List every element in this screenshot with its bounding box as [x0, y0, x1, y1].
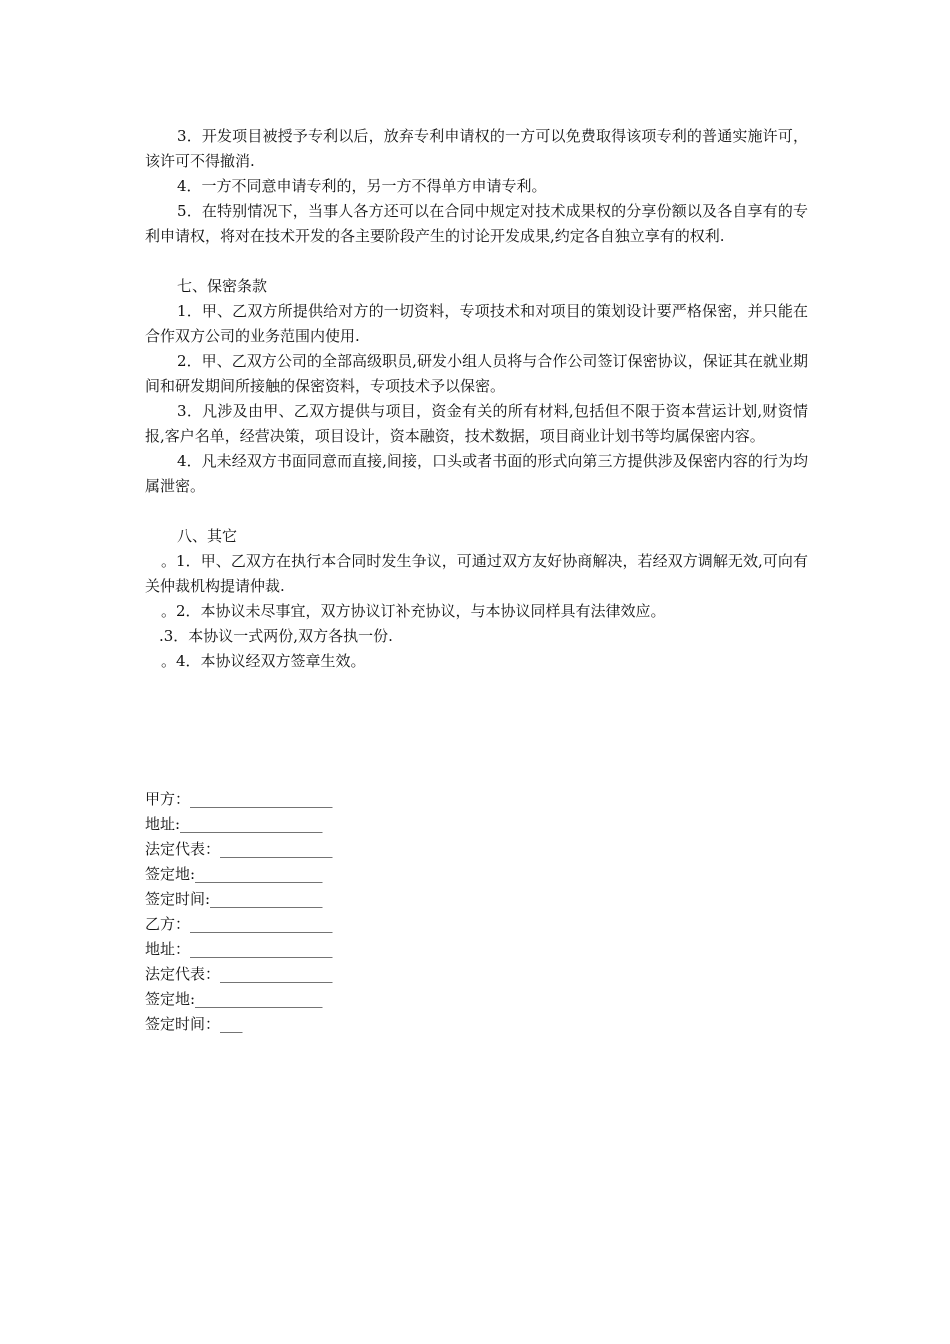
party-b-legal-rep-line: 法定代表：_______________: [145, 965, 333, 983]
party-a-name-line: 甲方：___________________: [145, 790, 333, 808]
spacer: [145, 249, 808, 274]
section-heading-confidentiality: 七、保密条款: [177, 277, 268, 295]
other-clause-3: .3．本协议一式两份,双方各执一份.: [159, 627, 393, 645]
patent-clause-5: 5．在特别情况下，当事人各方还可以在合同中规定对技术成果权的分享份额以及各自享有的专利申请权，将对在技术开发的各主要阶段产生的讨论开发成果,约定各自独立享有的权利.: [145, 202, 808, 245]
other-clause-2: 。2．本协议未尽事宜，双方协议订补充协议，与本协议同样具有法律效应。: [161, 602, 666, 620]
signature-block: [145, 787, 445, 1037]
other-clause-4: 。4．本协议经双方签章生效。: [161, 652, 366, 670]
party-b-name-line: 乙方：___________________: [145, 915, 333, 933]
confidentiality-clause-1: 1．甲、乙双方所提供给对方的一切资料，专项技术和对项目的策划设计要严格保密，并只能在合作双方公司的业务范围内使用.: [145, 302, 808, 345]
party-b-address-line: 地址：___________________: [145, 940, 333, 958]
section-heading-other: 八、其它: [177, 527, 238, 545]
party-a-address-line: 地址:___________________: [145, 815, 323, 833]
party-b-signing-time-line: 签定时间：___: [145, 1015, 243, 1033]
patent-clause-3: 3．开发项目被授予专利以后，放弃专利申请权的一方可以免费取得该项专利的普通实施许可，该许可不得撤消.: [145, 127, 808, 170]
party-a-legal-rep-line: 法定代表：_______________: [145, 840, 333, 858]
confidentiality-clause-3: 3．凡涉及由甲、乙双方提供与项目，资金有关的所有材料,包括但不限于资本营运计划,财资情报,客户名单，经营决策，项目设计，资本融资，技术数据，项目商业计划书等均属保密内容。: [145, 402, 808, 445]
party-a-signing-place-line: 签定地:_________________: [145, 865, 323, 883]
party-b-signing-place-line: 签定地:_________________: [145, 990, 323, 1008]
patent-clause-4: 4．一方不同意申请专利的，另一方不得单方申请专利。: [177, 177, 547, 195]
spacer: [145, 499, 808, 524]
confidentiality-clause-2: 2．甲、乙双方公司的全部高级职员,研发小组人员将与合作公司签订保密协议，保证其在就业期间和研发期间所接触的保密资料，专项技术予以保密。: [145, 352, 808, 395]
confidentiality-clause-4: 4．凡未经双方书面同意而直接,间接，口头或者书面的形式向第三方提供涉及保密内容的行为均属泄密。: [145, 452, 808, 495]
other-clause-1: 。1．甲、乙双方在执行本合同时发生争议，可通过双方友好协商解决，若经双方调解无效,可向有关仲裁机构提请仲裁.: [145, 552, 808, 595]
document-body: [145, 124, 808, 674]
party-a-signing-time-line: 签定时间:_______________: [145, 890, 323, 908]
